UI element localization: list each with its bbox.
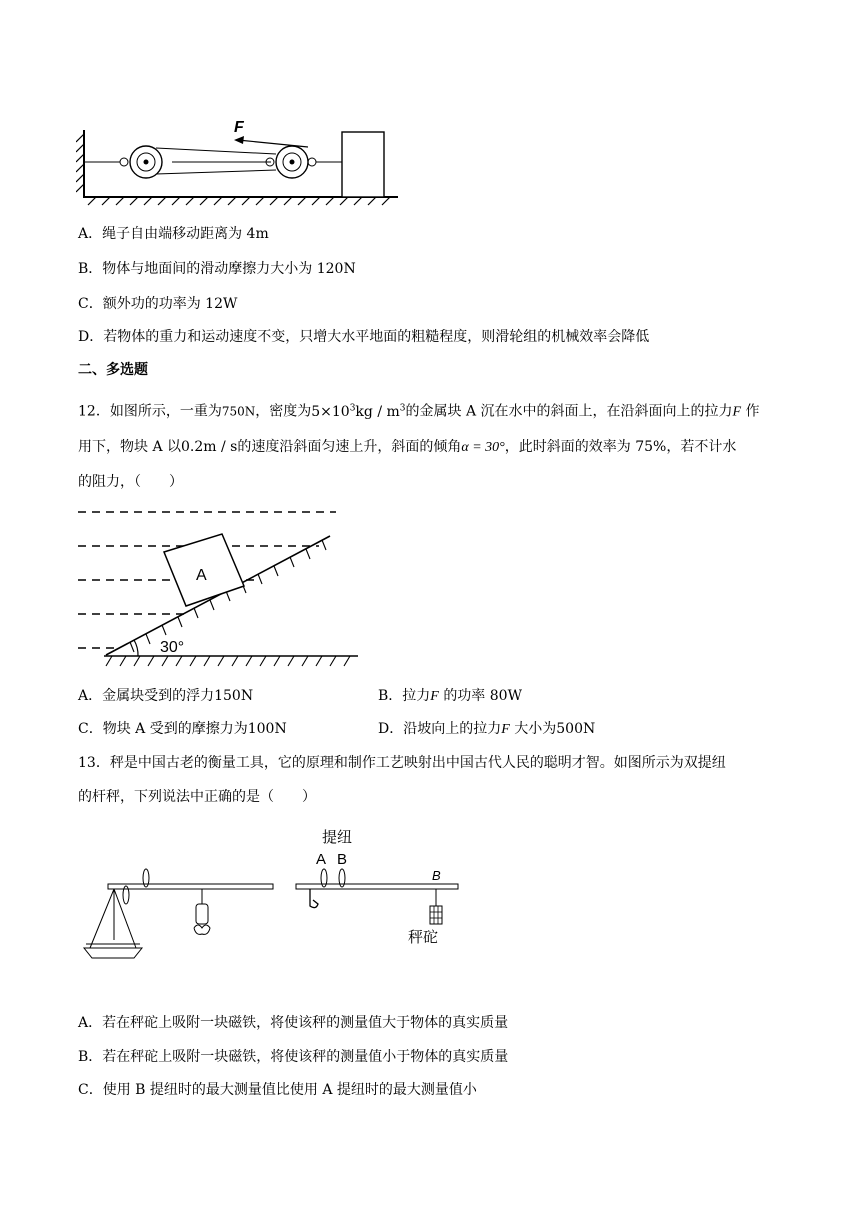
- q12-line-1: [78, 398, 760, 423]
- q13-line-1: 13．秤是中国古老的衡量工具，它的原理和制作工艺映射出中国古代人民的聪明才智。如图所示为双提纽: [78, 755, 726, 771]
- q12-text-2c: ，此时斜面的效率为 75%，若不计水: [504, 439, 737, 455]
- label-b-italic: B: [432, 868, 441, 883]
- q12-weight: 750N: [221, 404, 256, 419]
- q12-text-1a: 如图所示，一重为: [109, 403, 222, 420]
- q12-line-3: 的阻力，（ ）: [78, 474, 183, 490]
- incline-figure: [74, 500, 374, 672]
- q12-speed: 0.2m / s: [181, 439, 238, 455]
- q12-force-var: F: [732, 404, 742, 420]
- label-tinu: 提纽: [322, 829, 353, 846]
- steelyard-figure: [76, 820, 476, 970]
- q12-option-b[interactable]: [378, 686, 522, 707]
- q13-option-b[interactable]: B．若在秤砣上吸附一块磁铁，将使该秤的测量值小于物体的真实质量: [78, 1049, 509, 1065]
- label-a: A: [316, 851, 327, 868]
- density-unit: kg / m: [355, 403, 400, 420]
- density-exp: 3: [349, 403, 356, 413]
- q13-option-c[interactable]: C．使用 B 提纽时的最大测量值比使用 A 提纽时的最大测量值小: [78, 1082, 477, 1098]
- q11-option-d[interactable]: D．若物体的重力和运动速度不变，只增大水平地面的粗糙程度，则滑轮组的机械效率会降低: [78, 329, 650, 345]
- label-weight: 秤砣: [408, 929, 439, 946]
- q12-number: 12．: [78, 403, 110, 420]
- force-label: F: [234, 119, 244, 136]
- q12-option-b-text: B．拉力: [378, 688, 431, 704]
- density-unit-exp: 3: [399, 403, 406, 413]
- q11-option-b[interactable]: B．物体与地面间的滑动摩擦力大小为 120N: [78, 261, 356, 277]
- q11-option-a[interactable]: A．绳子自由端移动距离为 4m: [78, 226, 269, 242]
- q12-density: [311, 404, 405, 420]
- q12-option-c[interactable]: C．物块 A 受到的摩擦力为100N: [78, 721, 287, 737]
- q12-text-1d: 作: [745, 403, 760, 420]
- q12-option-a[interactable]: A．金属块受到的浮力150N: [78, 688, 254, 704]
- q12-text-1b: ，密度为: [255, 403, 312, 420]
- q12-text-1c: 的金属块 A 沉在水中的斜面上，在沿斜面向上的拉力: [405, 403, 733, 420]
- q12-text-2b: 的速度沿斜面匀速上升，斜面的倾角: [237, 439, 462, 455]
- q12-option-d[interactable]: [378, 719, 595, 740]
- q13-option-a[interactable]: A．若在秤砣上吸附一块磁铁，将使该秤的测量值大于物体的真实质量: [78, 1015, 509, 1031]
- q13-line-2: 的杆秤，下列说法中正确的是（ ）: [78, 789, 316, 805]
- section-title: 二、多选题: [78, 362, 148, 378]
- q12-text-2a: 用下，物块 A 以: [78, 439, 182, 455]
- angle-label: 30°: [160, 639, 185, 656]
- q12-option-d-text: D．沿坡向上的拉力: [378, 721, 502, 737]
- q12-option-d-var: F: [501, 722, 510, 737]
- q12-line-2: [78, 437, 736, 458]
- label-b: B: [337, 851, 348, 868]
- density-base: 5×10: [311, 403, 350, 420]
- block-label: A: [196, 567, 207, 584]
- q11-option-c[interactable]: C．额外功的功率为 12W: [78, 296, 238, 312]
- q12-option-b-var: F: [430, 689, 439, 704]
- q12-angle: α = 30°: [461, 440, 505, 455]
- q12-option-b-text2: 的功率 80W: [443, 688, 522, 704]
- q12-option-d-text2: 大小为500N: [514, 721, 596, 737]
- pulley-figure: [76, 110, 406, 210]
